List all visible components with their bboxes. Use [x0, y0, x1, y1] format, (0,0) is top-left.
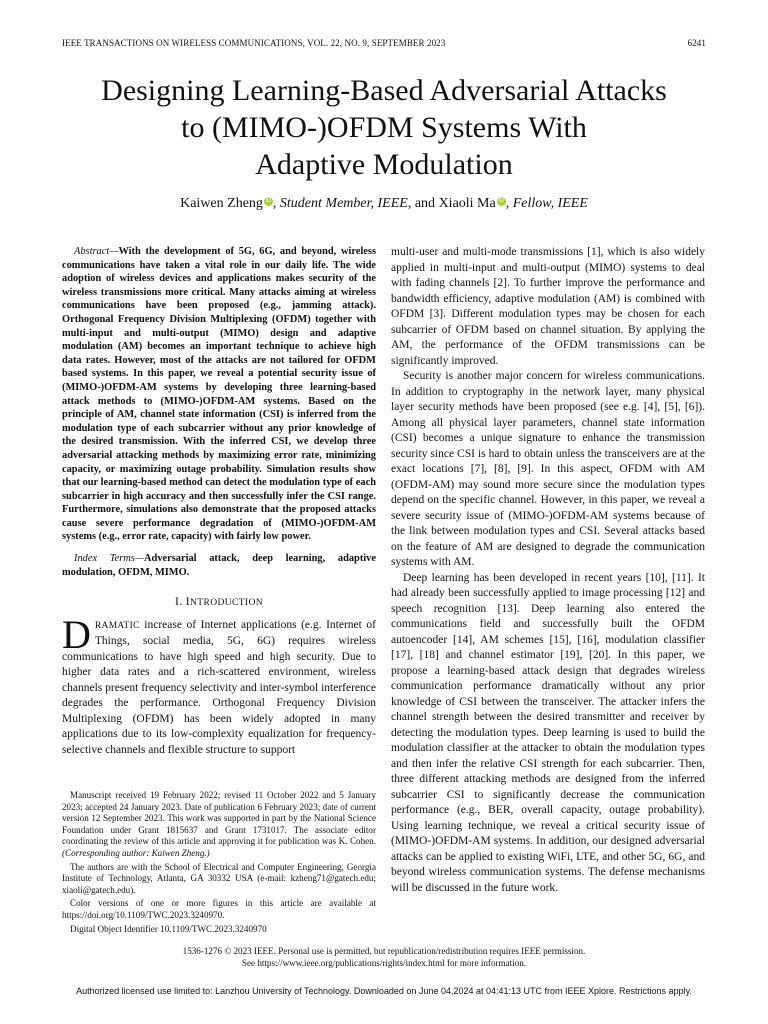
index-terms-text: Adversarial attack, deep learning, adaptive modulation, OFDM, MIMO.: [62, 553, 376, 578]
abstract-label: Abstract—: [74, 246, 119, 257]
abstract: [62, 245, 376, 544]
author-name-1: Kaiwen Zheng: [180, 196, 263, 211]
abstract-text: With the development of 5G, 6G, and beyond, wireless communications have taken a vital role in our daily life. The wide adoption of wireless devices and applications makes security of the wireless transmissions more critical. Many attacks aiming at wireless communications have been proposed (e.g., jamming attack). Orthogonal Frequency Division Multiplexing (OFDM) together with multi-input and multi-output (MIMO) design and adaptive modulation (AM) becomes an important technique to achieve high data rates. However, most of the attacks are not tailored for OFDM based systems. In this paper, we reveal a potential security issue of (MIMO-)OFDM-AM systems by developing three learning-based attack methods to (MIMO-)OFDM-AM systems. Based on the principle of AM, channel state information (CSI) is inferred from the modulation type of each subcarrier without any prior knowledge of the desired transmission. With the inferred CSI, we develop three adversarial attacking methods by maximizing error rate, minimizing capacity, or maximizing outage probability. Simulation results show that our learning-based method can detect the modulation type of each subcarrier in high accuracy and then successfully infer the CSI range. Furthermore, simulations also demonstrate that the proposed attacks cause severe performance degradation of (MIMO-)OFDM-AM systems (e.g., error rate, capacity) with fairly low power.: [62, 246, 376, 543]
copyright-notice: [62, 946, 706, 969]
copyright-line-1: 1536-1276 © 2023 IEEE. Personal use is permitted, but republication/redistribution requires IEEE permission.: [182, 946, 586, 956]
intro-text: increase of Internet applications (e.g. Internet of Things, social media, 5G, 6G) requires wireless communications to have high speed and high security. Due to higher data rates and a rich-scattered environment, wireless channels present frequency selectivity and inter-symbol interference degrades the performance. Orthogonal Frequency Division Multiplexing (OFDM) has been widely adopted in many applications due to its low-complexity equalization for frequency-selective channels and flexible structure to support: [62, 618, 376, 756]
paper-title: [62, 72, 706, 183]
title-line-1: Designing Learning-Based Adversarial Attacks: [101, 74, 667, 107]
left-column: [62, 245, 376, 758]
index-terms-label: Index Terms—: [74, 553, 145, 565]
author-name-2: Xiaoli Ma: [438, 196, 496, 211]
footnote-affiliation: The authors are with the School of Electrical and Computer Engineering, Georgia Institute of Technology, Atlanta, GA 30332 USA (e-mail: kzheng71@gatech.edu; xiaoli@gatech.edu).: [62, 861, 376, 895]
author-line: Kaiwen Zheng iD , Student Member, IEEE, and Xiaoli Ma iD , Fellow, IEEE: [180, 196, 588, 211]
journal-name: IEEE TRANSACTIONS ON WIRELESS COMMUNICATIONS, VOL. 22, NO. 9, SEPTEMBER 2023: [62, 38, 446, 48]
body-paragraph: multi-user and multi-mode transmissions [1], which is also widely applied in multi-input and multi-output (MIMO) systems to deal with fading channels [2]. To further improve the performance and bandwidth efficiency, adaptive modulation (AM) is combined with OFDM [3]. Different modulation types may be chosen for each subcarrier of OFDM based on channel situation. By applying the AM, the performance of the OFDM transmissions can be significantly improved.: [391, 246, 705, 367]
body-paragraph: Security is another major concern for wireless communications. In addition to cryptography in the network layer, many physical layer security methods have been proposed (see e.g. [4], [5], [6]). Among all physical layer parameters, channel state information (CSI) becomes a unique signature to enhance the transmission security since CSI is hard to obtain unless the transceivers are at the exact locations [7], [8], [9]. In this aspect, OFDM with AM (OFDM-AM) may sound more secure since the modulation types depend on the specific channel. However, in this paper, we reveal a severe security issue of (MIMO-)OFDM-AM systems because of the link between modulation types and CSI. Several attacks based on the feature of AM are designed to degrade the communication systems with AM.: [391, 370, 705, 568]
title-line-2: to (MIMO-)OFDM Systems With: [181, 111, 587, 144]
footnote-manuscript: Manuscript received 19 February 2022; revised 11 October 2022 and 5 January 2023; accepted 24 January 2023. Date of publication 6 February 2023; date of current version 12 September 2023. This work was supported in part by the National Science Foundation under Grant 1815637 and Grant 1731017. The associate editor coordinating the review of this article and approving it for publication was K. Cohen. (Corresponding author: Kaiwen Zheng.): [62, 790, 376, 858]
footnote-color: Color versions of one or more figures in this article are available at https://doi.org/10.1109/TWC.2023.3240970.: [62, 898, 376, 920]
footnote-doi: Digital Object Identifier 10.1109/TWC.2023.3240970: [70, 923, 267, 934]
drop-cap: D: [62, 611, 91, 657]
index-terms: [62, 552, 376, 579]
page-number: 6241: [687, 38, 706, 48]
body-paragraph: Deep learning has been developed in recent years [10], [11]. It had already been successfully applied to image processing [12] and speech recognition [13]. Deep learning also entered the communications field and successfully built the OFDM autoencoder [14], AM schemes [15], [16], modulation classifier [17], [18] and channel estimator [19], [20]. In this paper, we propose a learning-based attack design that degrades wireless communication performance dramatically without any prior knowledge of CSI between the transceiver. The attacker infers the channel strength between the desired transmitter and receiver by detecting the modulation types. Deep learning is used to build the modulation classifier at the attacker to obtain the modulation types and then infer the relative CSI strength for each subcarrier. Then, three different attacking methods are designed from the inferred subcarrier CSI to significantly decrease the communication performance (e.g., BER, overall capacity, outage probability). Using learning technique, we reveal a critical security issue of (MIMO-)OFDM-AM systems. In addition, our designed adversarial attacks can be applied to existing WiFi, LTE, and other 5G, 6G, and beyond wireless communication systems. The defense mechanisms will be discussed in the future work.: [391, 571, 705, 894]
intro-paragraph: [62, 611, 376, 759]
right-column: [391, 245, 705, 896]
author-separator: , and: [407, 196, 439, 211]
title-line-3: Adaptive Modulation: [255, 148, 513, 181]
author-role-2: Fellow, IEEE: [512, 196, 588, 211]
orcid-icon[interactable]: iD: [265, 198, 272, 204]
copyright-line-2: See https://www.ieee.org/publications/rights/index.html for more information.: [241, 957, 527, 968]
license-notice: Authorized licensed use limited to: Lanzhou University of Technology. Downloaded on June 04,2024 at 04:41:13 UTC from IEEE Xplore. Restrictions apply.: [76, 986, 692, 996]
intro-first-word: RAMATIC: [94, 620, 140, 631]
footnotes: [62, 790, 376, 937]
orcid-icon[interactable]: iD: [498, 198, 505, 204]
section-heading-introduction: I. INTRODUCTION: [174, 596, 264, 609]
author-role-1: Student Member, IEEE: [279, 196, 408, 211]
